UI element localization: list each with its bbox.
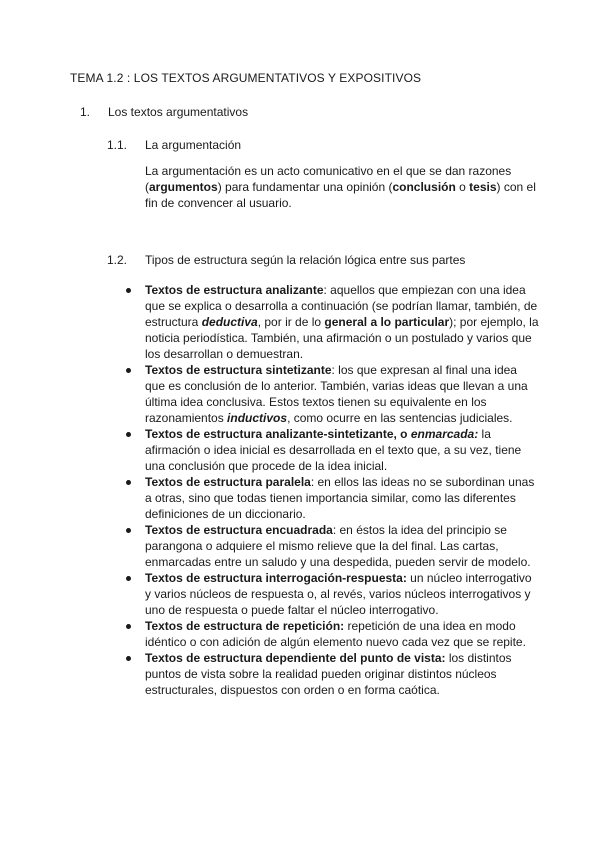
item-text: : los que expresan al final una idea que es conclusión de lo anterior. También, varias ideas que llevan a una última idea conclusiva. Estos textos tienen su equivalente en los razonamientos: [145, 363, 528, 425]
item-text: : en éstos la idea del principio se parangona o adquiere el mismo relieve que la del final. Las cartas, enmarcadas entre un saludo y una despedida, pueden servir de modelo.: [145, 523, 531, 569]
item-text: , por ir de lo: [257, 315, 325, 329]
bullet-icon: [126, 288, 131, 293]
item-heading: Textos de estructura analizante: [145, 283, 324, 297]
list-item-repeticion: [145, 618, 540, 650]
para-text: ) con el fin de convencer al usuario.: [145, 180, 536, 210]
list-item-encuadrada: [145, 522, 540, 570]
bullet-icon: [126, 624, 131, 629]
item-text: repetición de una idea en modo idéntico o con adición de algún elemento nuevo cada vez que se repite.: [145, 619, 526, 649]
item-heading: Textos de estructura dependiente del punto de vista:: [145, 651, 446, 665]
section-1-1-label: La argumentación: [145, 138, 242, 152]
document-title: TEMA 1.2 : LOS TEXTOS ARGUMENTATIVOS Y EXPOSITIVOS: [70, 71, 422, 85]
term-deductiva: deductiva: [201, 315, 258, 329]
section-1-1-number: 1.1.: [107, 138, 128, 152]
section-1-label: Los textos argumentativos: [108, 105, 249, 119]
bullet-icon: [126, 368, 131, 373]
item-heading: Textos de estructura encuadrada: [145, 523, 333, 537]
item-text: : aquellos que empiezan con una idea que se explica o desarrolla a continuación (se podrían llamar, también, de estructura: [145, 283, 538, 329]
bullet-icon: [126, 480, 131, 485]
para-text: ) para fundamentar una opinión (: [217, 180, 393, 194]
section-1-number: 1.: [80, 105, 91, 119]
section-1-2-label: Tipos de estructura según la relación lógica entre sus partes: [145, 253, 466, 267]
term-tesis: tesis: [469, 180, 497, 194]
section-1-2-number: 1.2.: [107, 253, 128, 267]
bullet-icon: [126, 528, 131, 533]
item-text: los distintos puntos de vista sobre la realidad pueden originar distintos núcleos estructurales, dispuestos con orden o en forma caótica.: [145, 651, 512, 697]
bullet-icon: [126, 576, 131, 581]
structure-types-list: [145, 282, 540, 698]
list-item-sintetizante: [145, 362, 540, 426]
item-text: , como ocurre en las sentencias judiciales.: [287, 411, 513, 425]
item-text: : en ellos las ideas no se subordinan unas a otras, sino que todas tienen importancia similar, como las diferentes definiciones de un diccionario.: [145, 475, 535, 521]
list-item-analizante: [145, 282, 540, 362]
term-conclusion: conclusión: [392, 180, 456, 194]
list-item-enmarcada: [145, 426, 540, 474]
term-inductivos: inductivos: [227, 411, 288, 425]
item-text: la afirmación o idea inicial es desarrollada en el texto que, a su vez, tiene una conclusión que procede de la idea inicial.: [145, 427, 522, 473]
argumentation-paragraph: [145, 163, 540, 211]
list-item-paralela: [145, 474, 540, 522]
bullet-icon: [126, 432, 131, 437]
item-heading: Textos de estructura sintetizante: [145, 363, 332, 377]
term-enmarcada: enmarcada:: [410, 427, 479, 441]
term-general-particular: general a lo particular: [324, 315, 450, 329]
item-heading: Textos de estructura paralela: [145, 475, 311, 489]
term-argumentos: argumentos: [149, 180, 218, 194]
para-text: o: [455, 180, 470, 194]
bullet-icon: [126, 656, 131, 661]
item-heading: Textos de estructura de repetición:: [145, 619, 345, 633]
item-heading: Textos de estructura interrogación-respuesta:: [145, 571, 407, 585]
item-text: ); por ejemplo, la noticia periodística. También, una afirmación o un postulado y varios que los desarrollan o demuestran.: [145, 315, 539, 361]
item-heading: Textos de estructura analizante-sintetizante, o: [145, 427, 411, 441]
para-text: La argumentación es un acto comunicativo en el que se dan razones (: [145, 164, 512, 194]
list-item-interrogacion: [145, 570, 540, 618]
list-item-punto-de-vista: [145, 650, 540, 698]
item-text: un núcleo interrogativo y varios núcleos de respuesta o, al revés, varios núcleos interrogativos y uno de respuesta o puede faltar el núcleo interrogativo.: [145, 571, 532, 617]
